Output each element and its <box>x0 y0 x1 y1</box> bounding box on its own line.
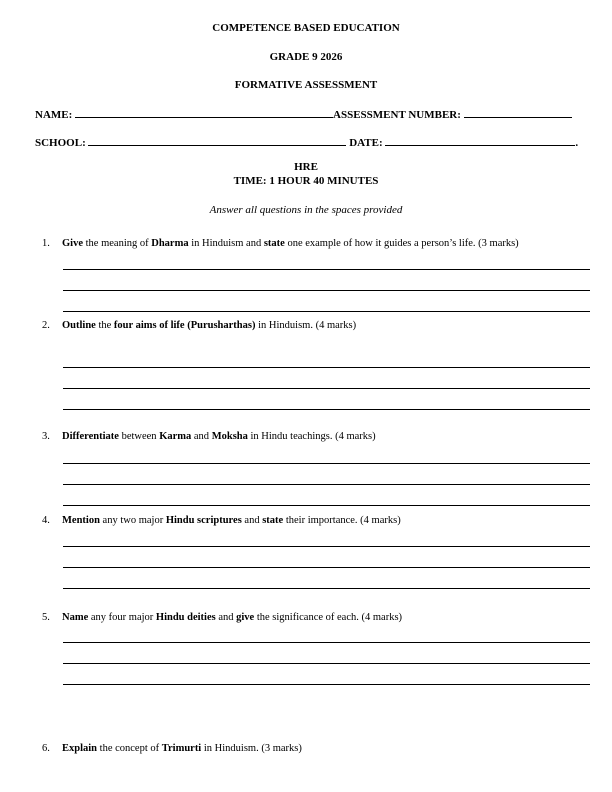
question-text-segment: and <box>241 515 263 526</box>
question-text-segment: one example of how it guides a person’s life. (3 marks) <box>284 238 519 249</box>
question-text-segment: and <box>191 431 212 442</box>
question-text <box>62 238 519 249</box>
question-keyword: Hindu deities <box>155 612 216 623</box>
question-keyword: Trimurti <box>161 743 202 754</box>
name-field[interactable] <box>75 106 333 118</box>
question-text-segment: in Hinduism. (3 marks) <box>201 743 302 754</box>
question-1 <box>42 238 519 249</box>
school-row <box>35 134 590 149</box>
date-label: DATE: <box>349 137 383 149</box>
question-text-segment: their importance. (4 marks) <box>283 515 401 526</box>
question-3 <box>42 431 376 442</box>
date-end: . <box>575 137 579 149</box>
question-number: 1. <box>42 238 50 249</box>
header-grade: GRADE 9 2026 <box>269 51 343 63</box>
time-allowed: TIME: 1 HOUR 40 MINUTES <box>233 175 379 187</box>
question-keyword: Outline <box>62 320 96 331</box>
answer-line[interactable] <box>63 663 590 664</box>
question-2 <box>42 320 356 331</box>
question-text-segment: any four major <box>88 612 156 623</box>
question-keyword: give <box>236 612 255 623</box>
question-keyword: Differentiate <box>62 431 119 442</box>
question-keyword: Karma <box>159 431 192 442</box>
question-text-segment: the significance of each. (4 marks) <box>254 612 403 623</box>
answer-line[interactable] <box>63 463 590 464</box>
answer-line[interactable] <box>63 588 590 589</box>
question-keyword: Dharma <box>151 238 189 249</box>
question-keyword: Explain <box>62 743 98 754</box>
question-text <box>62 320 356 331</box>
date-field[interactable] <box>385 134 575 146</box>
question-text-segment: and <box>215 612 237 623</box>
question-text-segment: the meaning of <box>83 238 152 249</box>
answer-line[interactable] <box>63 484 590 485</box>
question-keyword: Moksha <box>211 431 248 442</box>
answer-line[interactable] <box>63 642 590 643</box>
question-text <box>62 743 302 754</box>
question-text <box>62 431 376 442</box>
question-keyword: Mention <box>62 515 100 526</box>
answer-line[interactable] <box>63 567 590 568</box>
answer-line[interactable] <box>63 505 590 506</box>
question-number: 3. <box>42 431 50 442</box>
question-text <box>62 515 401 526</box>
question-text <box>62 612 402 623</box>
question-text-segment: any two major <box>99 515 166 526</box>
assessment-number-label: ASSESSMENT NUMBER: <box>333 109 461 121</box>
answer-line[interactable] <box>63 269 590 270</box>
question-number: 4. <box>42 515 50 526</box>
subject: HRE <box>294 161 318 173</box>
question-number: 2. <box>42 320 50 331</box>
answer-line[interactable] <box>63 684 590 685</box>
question-number: 6. <box>42 743 50 754</box>
school-field[interactable] <box>88 134 346 146</box>
question-text-segment: in Hindu teachings. (4 marks) <box>247 431 376 442</box>
question-4 <box>42 515 401 526</box>
name-label: NAME: <box>35 109 73 121</box>
answer-line[interactable] <box>63 311 590 312</box>
name-row <box>35 106 590 121</box>
question-keyword: Hindu scriptures <box>165 515 242 526</box>
answer-line[interactable] <box>63 546 590 547</box>
answer-line[interactable] <box>63 409 590 410</box>
question-6 <box>42 743 302 754</box>
question-text-segment: the <box>95 320 114 331</box>
answer-line[interactable] <box>63 388 590 389</box>
question-keyword: Give <box>62 238 83 249</box>
question-5 <box>42 612 402 623</box>
answer-line[interactable] <box>63 290 590 291</box>
question-text-segment: the concept of <box>97 743 162 754</box>
question-keyword: four aims of life (Purusharthas) <box>113 320 256 331</box>
answer-line[interactable] <box>63 367 590 368</box>
question-number: 5. <box>42 612 50 623</box>
question-keyword: state <box>262 515 284 526</box>
question-keyword: state <box>263 238 285 249</box>
question-text-segment: in Hinduism. (4 marks) <box>255 320 357 331</box>
school-label: SCHOOL: <box>35 137 86 149</box>
question-keyword: Name <box>62 612 89 623</box>
question-text-segment: in Hinduism and <box>188 238 264 249</box>
question-text-segment: between <box>118 431 160 442</box>
assessment-number-field[interactable] <box>464 106 572 118</box>
header-title: COMPETENCE BASED EDUCATION <box>212 22 400 34</box>
header-assessment-type: FORMATIVE ASSESSMENT <box>234 79 378 91</box>
instructions: Answer all questions in the spaces provided <box>209 204 403 216</box>
